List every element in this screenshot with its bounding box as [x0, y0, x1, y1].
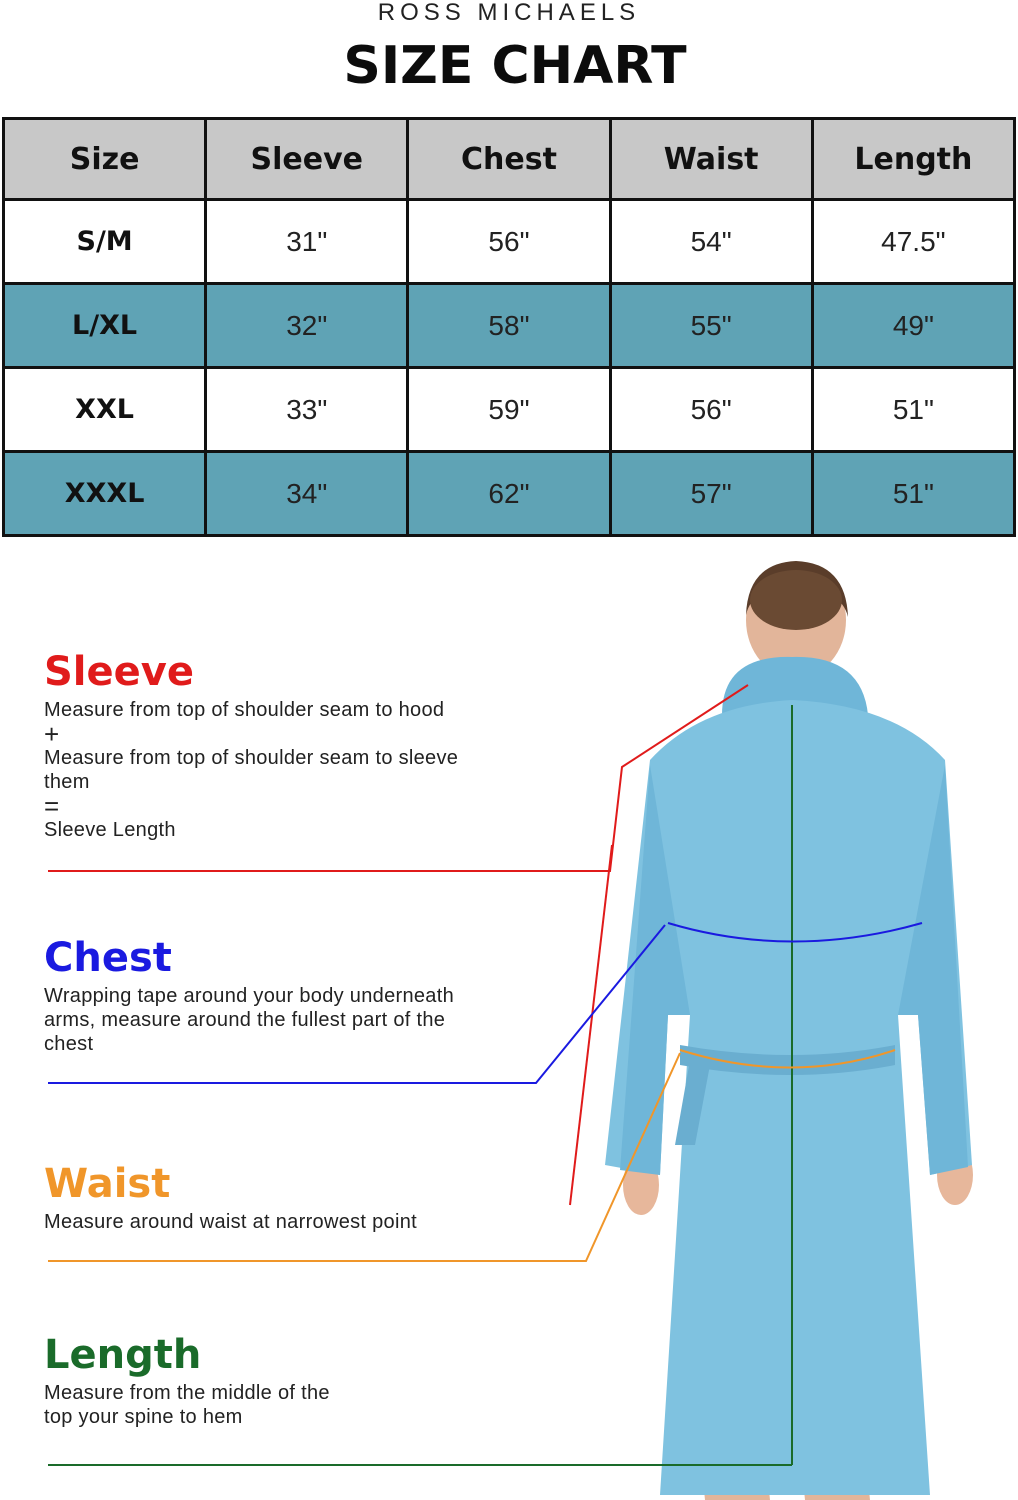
equals-symbol: =: [44, 791, 60, 821]
waist-cell: 56": [610, 368, 812, 452]
sleeve-text-4: Sleeve Length: [44, 819, 176, 841]
column-header-sleeve: Sleeve: [206, 119, 408, 200]
plus-symbol: +: [44, 719, 60, 749]
length-section: [44, 1333, 330, 1429]
length-text-2: top your spine to hem: [44, 1406, 243, 1428]
brand-name: ROSS MICHAELS: [377, 0, 641, 26]
column-header-waist: Waist: [610, 119, 812, 200]
chest-cell: 59": [408, 368, 610, 452]
chest-cell: 62": [408, 452, 610, 536]
person-figure: [605, 561, 973, 1500]
length-text-1: Measure from the middle of the: [44, 1382, 330, 1404]
length-cell: 51": [812, 452, 1014, 536]
table-row: [4, 284, 1015, 368]
sleeve-cell: 33": [206, 368, 408, 452]
sleeve-text-3: them: [44, 771, 90, 793]
page-title: SIZE CHART: [343, 36, 687, 96]
waist-cell: 54": [610, 200, 812, 284]
chest-cell: 56": [408, 200, 610, 284]
length-cell: 47.5": [812, 200, 1014, 284]
chest-text-1: Wrapping tape around your body underneath: [44, 985, 454, 1007]
sleeve-cell: 34": [206, 452, 408, 536]
column-header-chest: Chest: [408, 119, 610, 200]
waist-section: [44, 1162, 417, 1234]
waist-text-1: Measure around waist at narrowest point: [44, 1211, 417, 1233]
size-table: [2, 117, 1016, 537]
table-row: [4, 200, 1015, 284]
chest-text-3: chest: [44, 1033, 94, 1055]
table-header-row: [4, 119, 1015, 200]
sleeve-cell: 32": [206, 284, 408, 368]
column-header-size: Size: [4, 119, 206, 200]
length-cell: 51": [812, 368, 1014, 452]
length-title: Length: [44, 1332, 202, 1378]
waist-cell: 55": [610, 284, 812, 368]
chest-text-2: arms, measure around the fullest part of the: [44, 1009, 446, 1031]
sleeve-text-1: Measure from top of shoulder seam to hood: [44, 699, 445, 721]
waist-title: Waist: [44, 1161, 171, 1207]
chest-title: Chest: [44, 935, 172, 981]
size-cell: S/M: [4, 200, 206, 284]
chest-section: [44, 936, 454, 1056]
table-row: [4, 452, 1015, 536]
waist-cell: 57": [610, 452, 812, 536]
sleeve-section: [44, 650, 458, 842]
chest-cell: 58": [408, 284, 610, 368]
length-cell: 49": [812, 284, 1014, 368]
sleeve-cell: 31": [206, 200, 408, 284]
size-cell: XXL: [4, 368, 206, 452]
column-header-length: Length: [812, 119, 1014, 200]
size-cell: L/XL: [4, 284, 206, 368]
size-cell: XXXL: [4, 452, 206, 536]
sleeve-title: Sleeve: [44, 649, 194, 695]
sleeve-text-2: Measure from top of shoulder seam to sleeve: [44, 747, 459, 769]
table-row: [4, 368, 1015, 452]
